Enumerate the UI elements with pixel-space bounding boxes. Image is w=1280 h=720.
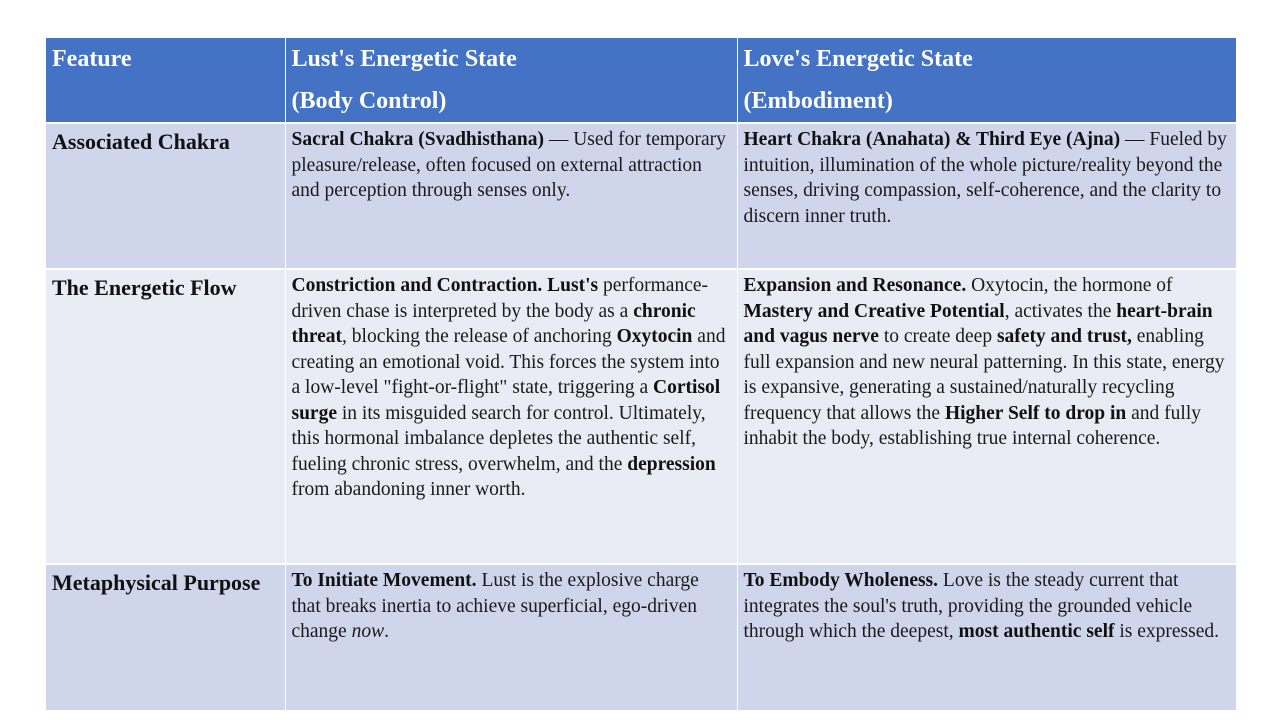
lust-bold-text: To Initiate Movement. [291,570,477,591]
table-row-metaphysical-purpose [46,564,1236,711]
love-bold-text: To Embody Wholeness. [743,570,939,591]
love-text: is expressed. [1114,621,1220,642]
love-text: Love is the steady current that integrates the soul's truth, providing the grounded vehicle through which the deepest, [743,570,1193,642]
love-bold-text: Expansion and Resonance. [743,275,967,296]
lust-bold-text: Constriction and Contraction. Lust's [291,275,599,296]
lust-text: from abandoning inner worth. [291,479,526,500]
header-lust [285,38,737,123]
header-row [46,38,1236,123]
feature-cell: Metaphysical Purpose [46,564,285,711]
lust-cell [285,564,737,711]
love-text: — Fueled by intuition, illumination of the whole picture/reality beyond the senses, driving compassion, self-coherence, and the clarity to discern inner truth. [743,129,1227,227]
lust-italic-text: now [351,621,385,642]
table-row-associated-chakra [46,123,1236,269]
love-bold-text: Heart Chakra (Anahata) & Third Eye (Ajna) [743,129,1121,150]
love-text: and fully inhabit the body, establishing true internal coherence. [743,402,1201,449]
lust-text: in its misguided search for control. Ultimately, this hormonal imbalance depletes the authentic self, fueling chronic stress, overwhelm, and the [291,402,706,475]
love-cell [737,269,1236,564]
love-bold-text: safety and trust, [996,326,1132,347]
lust-bold-text: depression [627,453,716,475]
lust-text: and creating an emotional void. This forces the system into a low-level "fight-or-flight" state, triggering a [291,326,726,398]
lust-text: — Used for temporary pleasure/release, often focused on external attraction and perception through senses only. [291,129,726,201]
love-text: to create deep [878,326,997,347]
lust-cell [285,123,737,269]
love-bold-text: Mastery and Creative Potential [743,300,1005,322]
feature-cell: The Energetic Flow [46,269,285,564]
header-lust-title: Lust's Energetic State [291,46,517,72]
love-text: , activates the [1004,300,1117,322]
header-love-title: Love's Energetic State [743,46,973,72]
lust-text: , blocking the release of anchoring [342,326,617,347]
header-feature-label: Feature [52,46,132,72]
header-feature [46,38,285,123]
lust-text: . [384,621,389,642]
love-text: Oxytocin, the hormone of [966,275,1173,296]
header-lust-subtitle: (Body Control) [291,88,447,114]
lust-bold-text: Sacral Chakra (Svadhisthana) [291,129,544,150]
table-row-energetic-flow [46,269,1236,564]
lust-bold-text: Oxytocin [616,326,693,347]
love-bold-text: heart-brain and vagus nerve [743,300,1213,347]
header-love-subtitle: (Embodiment) [743,88,893,114]
header-love [737,38,1236,123]
lust-bold-text: Cortisol surge [291,377,721,424]
love-cell [737,564,1236,711]
love-cell [737,123,1236,269]
lust-cell [285,269,737,564]
love-bold-text: Higher Self to drop in [944,402,1127,424]
comparison-table [46,38,1236,712]
lust-text: Lust is the explosive charge that breaks inertia to achieve superficial, ego-driven change [291,570,699,642]
lust-bold-text: chronic threat [291,300,696,347]
lust-text: performance-driven chase is interpreted by the body as a [291,275,709,322]
love-bold-text: most authentic self [958,621,1115,642]
feature-cell: Associated Chakra [46,123,285,269]
love-text: enabling full expansion and new neural patterning. In this state, energy is expansive, generating a sustained/naturally recycling frequency that allows the [743,326,1225,424]
